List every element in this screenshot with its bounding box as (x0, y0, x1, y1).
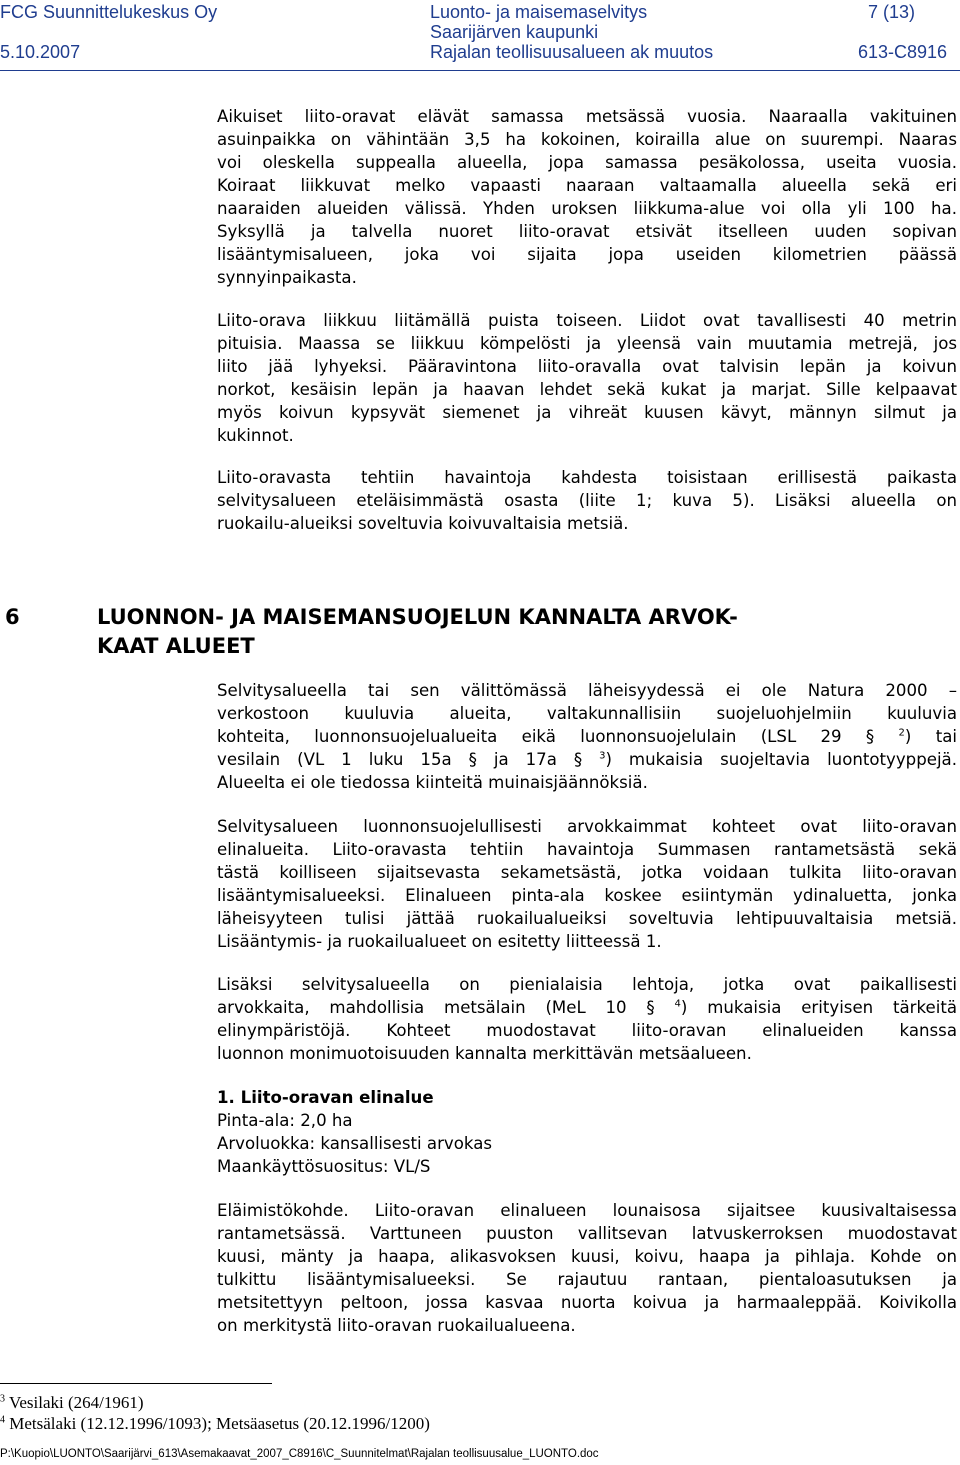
header-divider (0, 70, 960, 71)
text-line: kohteita, luonnonsuojelualueita eikä luonnonsuojelulain (LSL 29 § $^2$) tai (217, 727, 957, 746)
text-line: ruokailu-alueiksi soveltuvia koivuvaltaisia metsiä. (217, 514, 629, 533)
text-line: synnyinpaikasta. (217, 268, 357, 287)
header-page-number: 7 (13) (868, 2, 916, 22)
text-line: Syksyllä ja talvella nuoret liito-oravat etsivät itselleen uuden sopivan (217, 222, 957, 241)
paragraph-flying-squirrel-habitat (217, 105, 957, 289)
footnote-divider (0, 1383, 272, 1384)
text-line: Koiraat liikkuvat melko vapaasti naaraan valtaamalla alueella sekä eri (217, 176, 957, 195)
footnote-4: $^4$ Metsälaki (12.12.1996/1093); Metsäasetus (20.12.1996/1200) (0, 1414, 430, 1433)
text-line: arvokkaita, mahdollisia metsälain (MeL 10 § $^4$) mukaisia erityisen tärkeitä (217, 998, 957, 1017)
text-line: elinalueita. Liito-oravasta tehtiin havaintoja Summasen rantametsästä sekä (217, 840, 957, 859)
text-line: Lisääntymis- ja ruokailualueet on esitetty liitteessä 1. (217, 932, 662, 951)
paragraph-protected-areas (217, 679, 957, 794)
header-company: FCG Suunnittelukeskus Oy (0, 2, 218, 22)
text-line: kukinnot. (217, 426, 294, 445)
header-date: 5.10.2007 (0, 42, 81, 62)
paragraph-groves (217, 973, 957, 1065)
text-line: metsitettyyn peltoon, jossa kasvaa nuorta koivua ja harmaaleppää. Koivikolla (217, 1293, 957, 1312)
text-line: Selvitysalueella tai sen välittömässä läheisyydessä ei ole Natura 2000 – (217, 681, 957, 700)
header-project: Rajalan teollisuusalueen ak muutos (430, 42, 714, 62)
text-line: luonnon monimuotoisuuden kannalta merkittävän metsäalueen. (217, 1044, 752, 1063)
text-line: tulkittu lisääntymisalueeksi. Se rajautuu rantaan, pientaloasutuksen ja (217, 1270, 957, 1289)
text-line: asuinpaikka on vähintään 3,5 ha kokoinen, koirailla alue on suurempi. Naaras (217, 130, 957, 149)
text-line: Eläimistökohde. Liito-oravan elinalueen lounaisosa sijaitsee kuusivaltaisessa (217, 1201, 957, 1220)
text-line: Aikuiset liito-oravat elävät samassa metsässä vuosia. Naaraalla vakituinen (217, 107, 957, 126)
text-line: liito jää lyhyeksi. Pääravintona liito-oravalla ovat talvisin lepän ja koivun (217, 357, 957, 376)
text-line: kuusi, mänty ja haapa, alikasvoksen kuusi, koivu, haapa ja pihlaja. Kohde on (217, 1247, 957, 1266)
footnote-3: $^3$ Vesilaki (264/1961) (0, 1393, 144, 1412)
paragraph-valuable-sites (217, 815, 957, 953)
text-line: verkostoon kuuluvia alueita, valtakunnallisiin suojeluohjelmiin kuuluvia (217, 704, 957, 723)
header-project-code: 613-C8916 (858, 42, 948, 62)
site-land-use: Maankäyttösuositus: VL/S (217, 1157, 431, 1176)
text-line: lisääntymisalueen, joka voi sijaita jopa useiden kilometrien päässä (217, 245, 957, 264)
section-number: 6 (5, 605, 20, 629)
text-line: norkot, kesäisin lepän ja haavan lehdet sekä kukat ja marjat. Sille kelpaavat (217, 380, 957, 399)
site-value-class: Arvoluokka: kansallisesti arvokas (217, 1134, 493, 1153)
paragraph-gliding-and-diet (217, 309, 957, 447)
text-line: selvitysalueen eteläisimmästä osasta (liite 1; kuva 5). Lisäksi alueella on (217, 491, 957, 510)
text-line: voi oleskella suppealla alueella, jopa samassa pesäkolossa, useita vuosia. (217, 153, 957, 172)
text-line: tästä koilliseen sijaitsevasta sekametsästä, jotka voidaan tulkita liito-oravan (217, 863, 957, 882)
text-line: myös koivun kypsyvät siemenet ja vihreät kuusen kävyt, männyn silmut ja (217, 403, 957, 422)
footnote-ref: 2 (898, 727, 905, 739)
text-line: vesilain (VL 1 luku 15a § ja 17a § $^3$) mukaisia suojeltavia luontotyyppejä. (217, 750, 957, 769)
section-title-line-1: LUONNON- JA MAISEMANSUOJELUN KANNALTA ARVOK- (97, 605, 738, 629)
text-line: pituisia. Maassa se liikkuu kömpelösti ja yleensä vain muutamia metrejä, jos (217, 334, 957, 353)
header-report-title: Luonto- ja maisemaselvitys (430, 2, 648, 22)
site-info-block (217, 1086, 957, 1178)
text-line: on merkitystä liito-oravan ruokailualueena. (217, 1316, 576, 1335)
text-line: elinympäristöjä. Kohteet muodostavat liito-oravan elinalueiden kanssa (217, 1021, 957, 1040)
text-line: Liito-orava liikkuu liitämällä puista toiseen. Liidot ovat tavallisesti 40 metrin (217, 311, 957, 330)
text-line: lisääntymisalueeksi. Elinalueen pinta-ala koskee esiintymän ydinaluetta, jonka (217, 886, 957, 905)
site-title: 1. Liito-oravan elinalue (217, 1088, 434, 1107)
paragraph-observations (217, 466, 957, 535)
text-line: Lisäksi selvitysalueella on pienialaisia lehtoja, jotka ovat paikallisesti (217, 975, 957, 994)
text-line: Selvitysalueen luonnonsuojelullisesti arvokkaimmat kohteet ovat liito-oravan (217, 817, 957, 836)
text-line: Liito-oravasta tehtiin havaintoja kahdesta toisistaan erillisestä paikasta (217, 468, 957, 487)
footnote-ref: 4 (674, 998, 681, 1010)
text-line: naaraiden alueiden välissä. Yhden uroksen liikkuma-alue voi olla yli 100 ha. (217, 199, 957, 218)
text-line: läheisyyteen tulisi jättää ruokailualueiksi soveltuvia lehtipuuvaltaisia metsiä. (217, 909, 957, 928)
text-line: rantametsässä. Varttuneen puuston vallitsevan latvuskerroksen muodostavat (217, 1224, 957, 1243)
site-area: Pinta-ala: 2,0 ha (217, 1111, 353, 1130)
footnote-ref: 3 (599, 750, 606, 762)
paragraph-fauna-site (217, 1199, 957, 1337)
section-title-line-2: KAAT ALUEET (97, 634, 255, 658)
header-city: Saarijärven kaupunki (430, 22, 599, 42)
footer-file-path: P:\Kuopio\LUONTO\Saarijärvi_613\Asemakaavat_2007_C8916\C_Suunnitelmat\Rajalan teollisuusalue_LUONTO.doc (0, 1448, 599, 1460)
text-line: Alueelta ei ole tiedossa kiinteitä muinaisjäännöksiä. (217, 773, 648, 792)
